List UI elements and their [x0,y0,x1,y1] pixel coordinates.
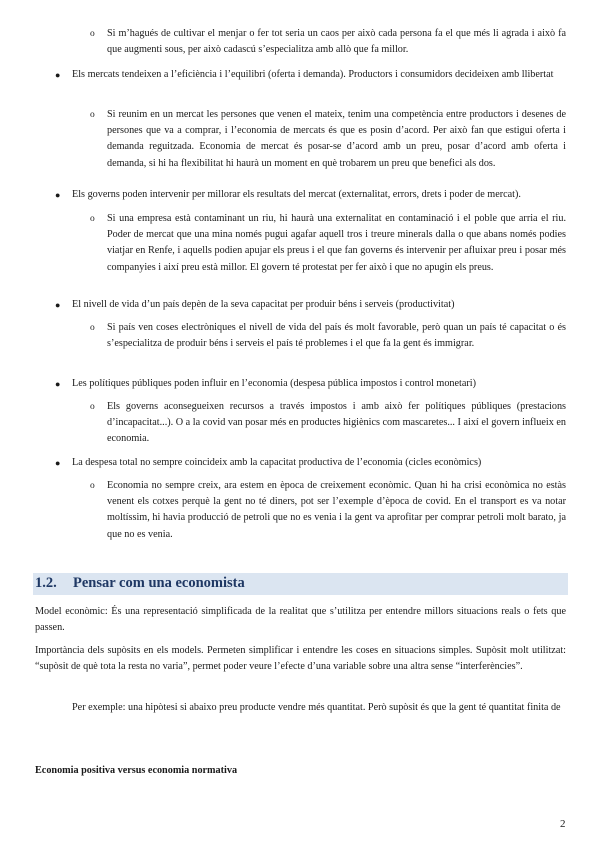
sub-bullet-text: Si país ven coses electròniques el nivell de vida del país és molt favorable, però quan un país té capacitat o és s’especialitza de produir béns i serveis el país té problemes i el que fa la gent és immigrar. [107,322,566,350]
bullet-text: Els mercats tendeixen a l’eficiència i l’equilibri (oferta i demanda). Productors i consumidors decideixen amb llibertat [72,69,554,80]
subheading: Economia positiva versus economia normativa [35,765,238,776]
sub-bullet-text: Si una empresa està contaminant un riu, hi haurà una externalitat en contaminació i el poble que arria el riu. Poder de mercat que una mina només pugui agafar aquell tros i treure minerals dalla o que abans només podies viatjar en Renfe, i aquells podien apujar els preus i el que fan governs és intervenir per afluixar preu i posar més companyies i així preu està millor. El govern té protestat per fer això i que no apugin els preus. [107,213,566,273]
sub-bullet-2 [90,107,566,172]
sub-bullet-4 [90,320,566,352]
paragraph-assumptions: Importància dels supòsits en els models. Permeten simplificar i entendre les coses en situacions simples. Supòsit molt utilitzat: “supòsit de què tota la resta no varia”, permet poder veure l’efecte d’una variable sobre una altra sense “interferències”. [35,645,566,673]
section-number: 1.2. [35,575,57,591]
sub-bullet-3 [90,211,566,276]
bullet-text: Les polítiques públiques poden influir en l’economia (despesa pública impostos i control monetari) [72,378,477,389]
sub-bullet-marker: o [90,402,95,412]
sub-bullet-marker: o [90,214,95,224]
sub-bullet-6 [90,478,566,543]
bullet-marker: ● [55,379,61,389]
bullet-2 [55,187,566,203]
page-number: 2 [560,818,566,830]
paragraph-model: Model econòmic: És una representació simplificada de la realitat que s’utilitza per entendre millors situacions reals o fets que passen. [35,606,566,634]
sub-bullet-marker: o [90,481,95,491]
section-title: Pensar com una economista [73,575,245,591]
sub-bullet-marker: o [90,29,95,39]
sub-bullet-text: Si reunim en un mercat les persones que venen el mateix, tenim una competència entre productors i desenes de persones que va a comprar, i l’economia de mercats és que es posin d’acord. Per això fan que estigui oferta i demanda reguitzada. Economia de mercat és posar-se d’acord amb un preu, posar d’acord amb oferta i demanda, si hi ha flexibilitat hi haurà un moment en què trobarem un preu que benefici als dos. [107,109,566,169]
bullet-4 [55,376,566,392]
sub-bullet-text: Els governs aconsegueixen recursos a través impostos i amb això fer polítiques públiques (prestacions d’incapacitat...). O a la covid van posar més en productes higiènics com mascaretes... I així el govern influeix en economia. [107,401,566,445]
bullet-marker: ● [55,70,61,80]
bullet-5 [55,455,566,471]
bullet-marker: ● [55,190,61,200]
sub-bullet-1 [90,26,566,58]
bullet-text: El nivell de vida d’un país depèn de la seva capacitat per produir béns i serveis (productivitat) [72,299,455,310]
sub-bullet-marker: o [90,323,95,333]
paragraph-example: Per exemple: una hipòtesi si abaixo preu producte vendre més quantitat. Però supòsit és que la gent té quantitat finita de [72,702,561,713]
sub-bullet-marker: o [90,110,95,120]
bullet-text: Els governs poden intervenir per millorar els resultats del mercat (externalitat, errors, drets i poder de mercat). [72,189,521,200]
sub-bullet-text: Economia no sempre creix, ara estem en època de creixement econòmic. Quan hi ha crisi econòmica no estàs venent els cotxes perquè la gent no té diners, pot ser l’exemple d’època de covid. En el transport es va notar moltíssim, hi havia producció de petroli que no es venia i la gent va aprofitar per comprar petroli molt barato, ja que no es venia. [107,480,566,540]
section-heading [33,573,568,595]
bullet-1 [55,67,566,83]
bullet-marker: ● [55,458,61,468]
bullet-3 [55,297,566,313]
bullet-marker: ● [55,300,61,310]
bullet-text: La despesa total no sempre coincideix amb la capacitat productiva de l’economia (cicles econòmics) [72,457,482,468]
sub-bullet-text: Si m’hagués de cultivar el menjar o fer tot seria un caos per això cada persona fa el que més li agrada i això fa que augmenti sous, per això cadascú s’especialitza amb allò que fa millor. [107,28,566,56]
sub-bullet-5 [90,399,566,448]
